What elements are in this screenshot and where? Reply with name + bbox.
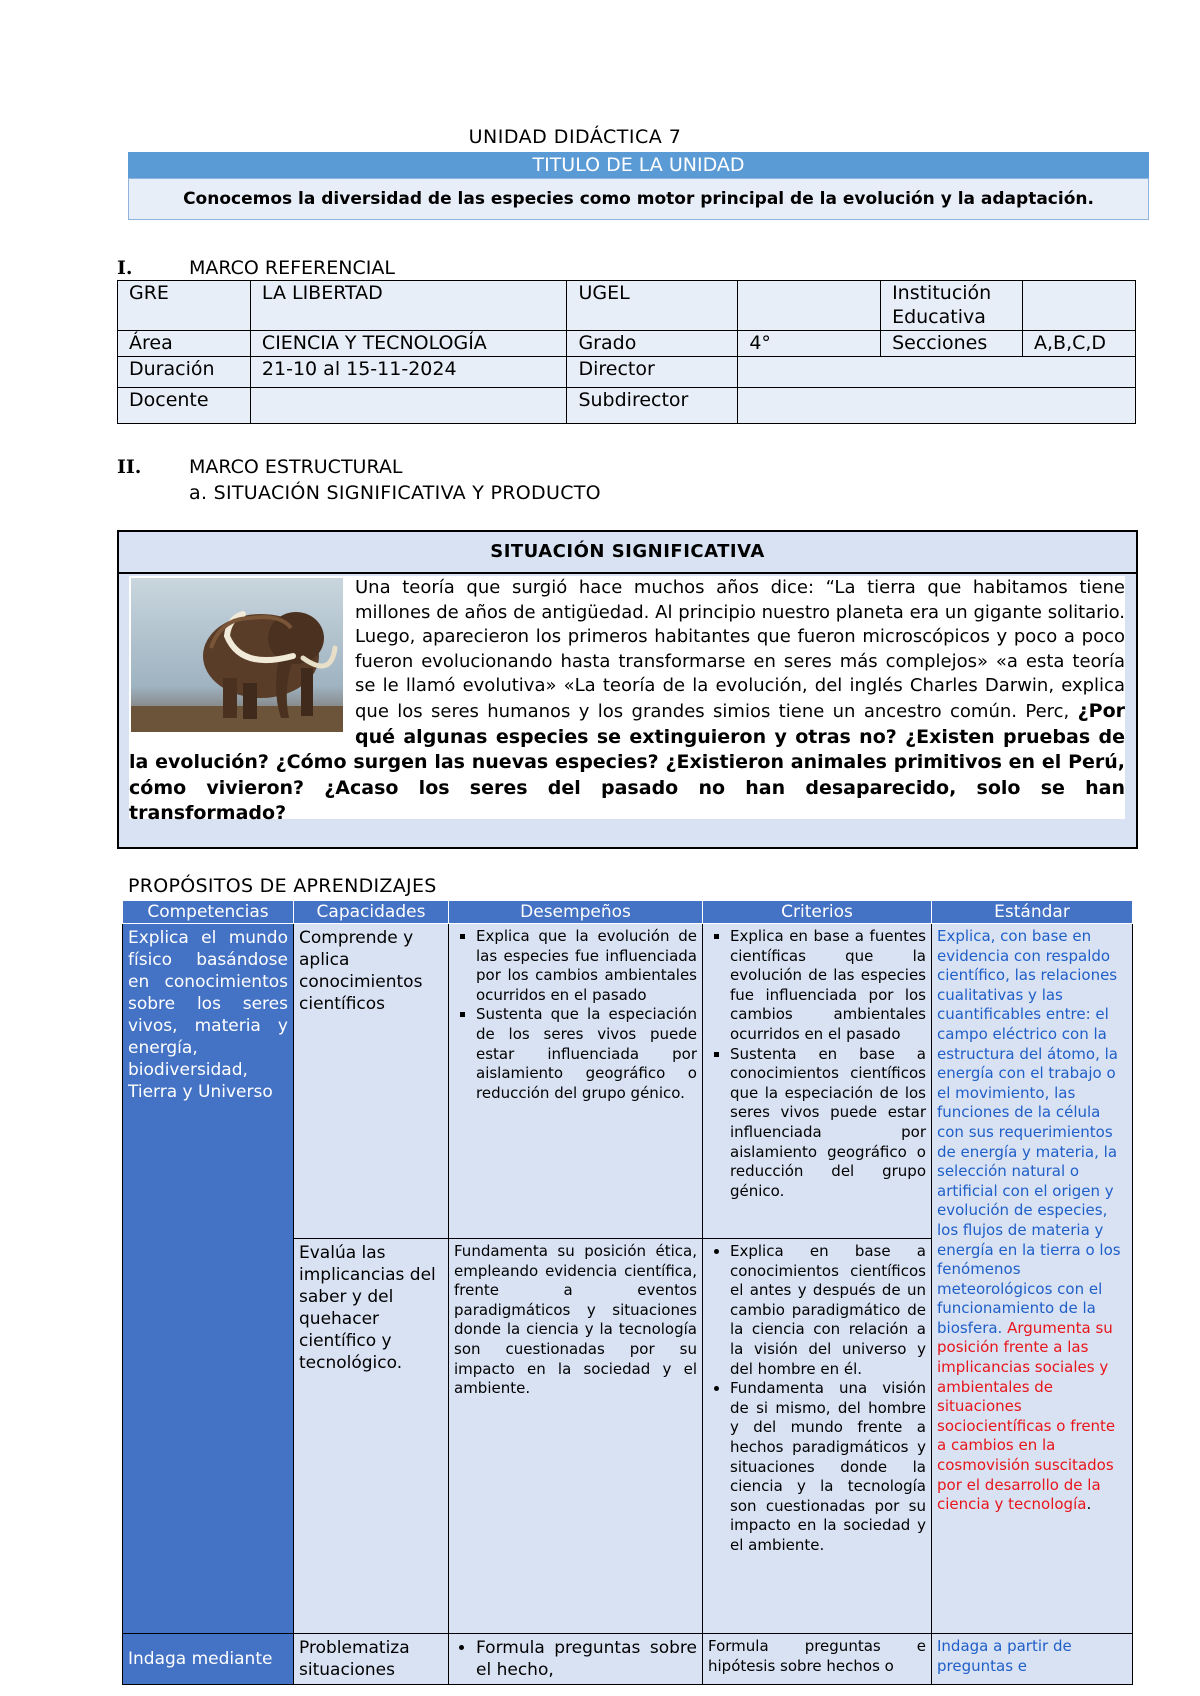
desempeno-cell bbox=[449, 1634, 703, 1685]
list-item: • Formula preguntas sobre el hecho, bbox=[476, 1637, 697, 1681]
table-row bbox=[118, 281, 1136, 331]
table-cell bbox=[250, 388, 567, 424]
table-cell: Docente bbox=[118, 388, 251, 424]
table-cell: Grado bbox=[567, 331, 738, 357]
capacidad-cell: Problematiza situaciones bbox=[294, 1634, 449, 1685]
column-header: Criterios bbox=[703, 901, 932, 924]
table-cell bbox=[738, 388, 1136, 424]
section-2-heading bbox=[117, 456, 402, 478]
competencia-cell: Explica el mundo físico basándose en conocimientos sobre los seres vivos, materia y energía, biodiversidad, Tierra y Universo bbox=[123, 924, 294, 1634]
list-item: ▪ Sustenta en base a conocimientos científicos que la especiación de los seres vivos puede estar influenciada por aislamiento geográfico o reducción del grupo génico. bbox=[730, 1045, 926, 1202]
column-header: Capacidades bbox=[294, 901, 449, 924]
table-cell: A,B,C,D bbox=[1023, 331, 1136, 357]
table-cell: UGEL bbox=[567, 281, 738, 331]
table-cell bbox=[738, 357, 1136, 388]
list-item: ▪ Explica que la evolución de las especies fue influenciada por los cambios ambientales ocurridos en el pasado bbox=[476, 927, 697, 1005]
table-cell: Secciones bbox=[881, 331, 1023, 357]
column-header: Estándar bbox=[932, 901, 1133, 924]
table-cell: 21-10 al 15-11-2024 bbox=[250, 357, 567, 388]
estandar-cell bbox=[932, 924, 1133, 1634]
criterio-cell bbox=[703, 1239, 932, 1634]
table-header-row bbox=[123, 901, 1133, 924]
situacion-significativa-box bbox=[117, 530, 1138, 849]
estandar-highlight: Argumenta su posición frente a las implicancias sociales y ambientales de situaciones sociocientíficas o frente a cambios en la cosmovisión suscitados por el desarrollo de la ciencia y tecnología bbox=[937, 1318, 1116, 1514]
criterio-cell: Formula preguntas e hipótesis sobre hechos o bbox=[703, 1634, 932, 1685]
propositos-heading: PROPÓSITOS DE APRENDIZAJES bbox=[128, 875, 437, 897]
document-title: UNIDAD DIDÁCTICA 7 bbox=[468, 126, 682, 148]
section-2-label: MARCO ESTRUCTURAL bbox=[189, 456, 403, 478]
list-item: ▪ Sustenta que la especiación de los seres vivos puede estar influenciada por aislamiento geográfico o reducción del grupo génico. bbox=[476, 1005, 697, 1103]
section-1-heading bbox=[117, 257, 395, 279]
list-item: • Explica en base a conocimientos científicos el antes y después de un cambio paradigmático de la ciencia con relación a la visión del universo y del hombre en él. bbox=[730, 1242, 926, 1379]
section-1-label: MARCO REFERENCIAL bbox=[189, 257, 395, 279]
marco-referencial-table bbox=[117, 280, 1136, 424]
capacidad-cell: Evalúa las implicancias del saber y del quehacer científico y tecnológico. bbox=[294, 1239, 449, 1634]
table-cell: 4° bbox=[738, 331, 881, 357]
mammoth-image bbox=[131, 578, 343, 732]
table-cell: Área bbox=[118, 331, 251, 357]
table-row bbox=[123, 924, 1133, 1239]
table-cell: GRE bbox=[118, 281, 251, 331]
unit-title-bar: TITULO DE LA UNIDAD bbox=[128, 152, 1149, 178]
situacion-body bbox=[129, 576, 1125, 825]
estandar-cell: Indaga a partir de preguntas e bbox=[932, 1634, 1133, 1685]
propositos-table bbox=[122, 900, 1133, 1685]
table-cell: Institución Educativa bbox=[881, 281, 1023, 331]
table-cell: Director bbox=[567, 357, 738, 388]
table-cell: Duración bbox=[118, 357, 251, 388]
section-2-number: II. bbox=[117, 456, 142, 478]
table-row bbox=[118, 357, 1136, 388]
situacion-text: Una teoría que surgió hace muchos años dice: “La tierra que habitamos tiene millones de años de antigüedad. Al principio nuestro planeta era un gigante solitario. Luego, aparecieron los primeros habitantes que fueron microscópicos y poco a poco fueron evolucionando hasta transformarse en seres más complejos» «a esta teoría se le llamó evolutiva» «La teoría de la evolución, del inglés Charles Darwin, explica que los seres humanos y los grandes simios tiene un ancestro común. Perc, bbox=[355, 577, 1125, 722]
desempeno-cell: Fundamenta su posición ética, empleando evidencia científica, frente a eventos paradigmáticos y situaciones donde la ciencia y la tecnología son cuestionadas por su impacto en la sociedad y el ambiente. bbox=[449, 1239, 703, 1634]
table-cell: LA LIBERTAD bbox=[250, 281, 567, 331]
unit-title: Conocemos la diversidad de las especies como motor principal de la evolución y la adaptación. bbox=[128, 178, 1149, 220]
desempeno-cell bbox=[449, 924, 703, 1239]
table-row bbox=[118, 331, 1136, 357]
list-item: ▪ Explica en base a fuentes científicas que la evolución de las especies fue influenciada por los cambios ambientales ocurridos en el pasado bbox=[730, 927, 926, 1045]
column-header: Competencias bbox=[123, 901, 294, 924]
list-item: • Fundamenta una visión de si mismo, del hombre y del mundo frente a hechos paradigmáticos y situaciones donde la ciencia y la tecnología son cuestionadas por su impacto en la sociedad y el ambiente. bbox=[730, 1379, 926, 1555]
section-1-number: I. bbox=[117, 257, 133, 279]
table-cell: CIENCIA Y TECNOLOGÍA bbox=[250, 331, 567, 357]
column-header: Desempeños bbox=[449, 901, 703, 924]
competencia-cell: Indaga mediante bbox=[123, 1634, 294, 1685]
estandar-period: . bbox=[1086, 1495, 1092, 1514]
situacion-heading: SITUACIÓN SIGNIFICATIVA bbox=[119, 532, 1136, 574]
criterio-cell bbox=[703, 924, 932, 1239]
table-cell bbox=[738, 281, 881, 331]
table-row bbox=[118, 388, 1136, 424]
subsection-heading: a. SITUACIÓN SIGNIFICATIVA Y PRODUCTO bbox=[189, 482, 601, 504]
estandar-text: Explica, con base en evidencia con respaldo científico, las relaciones cualitativas y las cuantificables entre: el campo eléctrico con la estructura del átomo, la energía con el trabajo o el movimiento, las funciones de la célula con sus requerimientos de energía y materia, la selección natural o artificial con el origen y evolución de especies, los flujos de materia y energía en la tierra o los fenómenos meteorológicos con el funcionamiento de la biosfera. bbox=[937, 927, 1121, 1337]
table-cell bbox=[1023, 281, 1136, 331]
table-cell: Subdirector bbox=[567, 388, 738, 424]
table-row bbox=[123, 1634, 1133, 1685]
situacion-questions: ¿Por qué algunas especies se extinguieron y otras no? ¿Existen pruebas de la evolución? ¿Cómo surgen las nuevas especies? ¿Existieron animales primitivos en el Perú, cómo vivieron? ¿Acaso los seres del pasado no han desaparecido, solo se han transformado? bbox=[129, 699, 1125, 825]
capacidad-cell: Comprende y aplica conocimientos científicos bbox=[294, 924, 449, 1239]
